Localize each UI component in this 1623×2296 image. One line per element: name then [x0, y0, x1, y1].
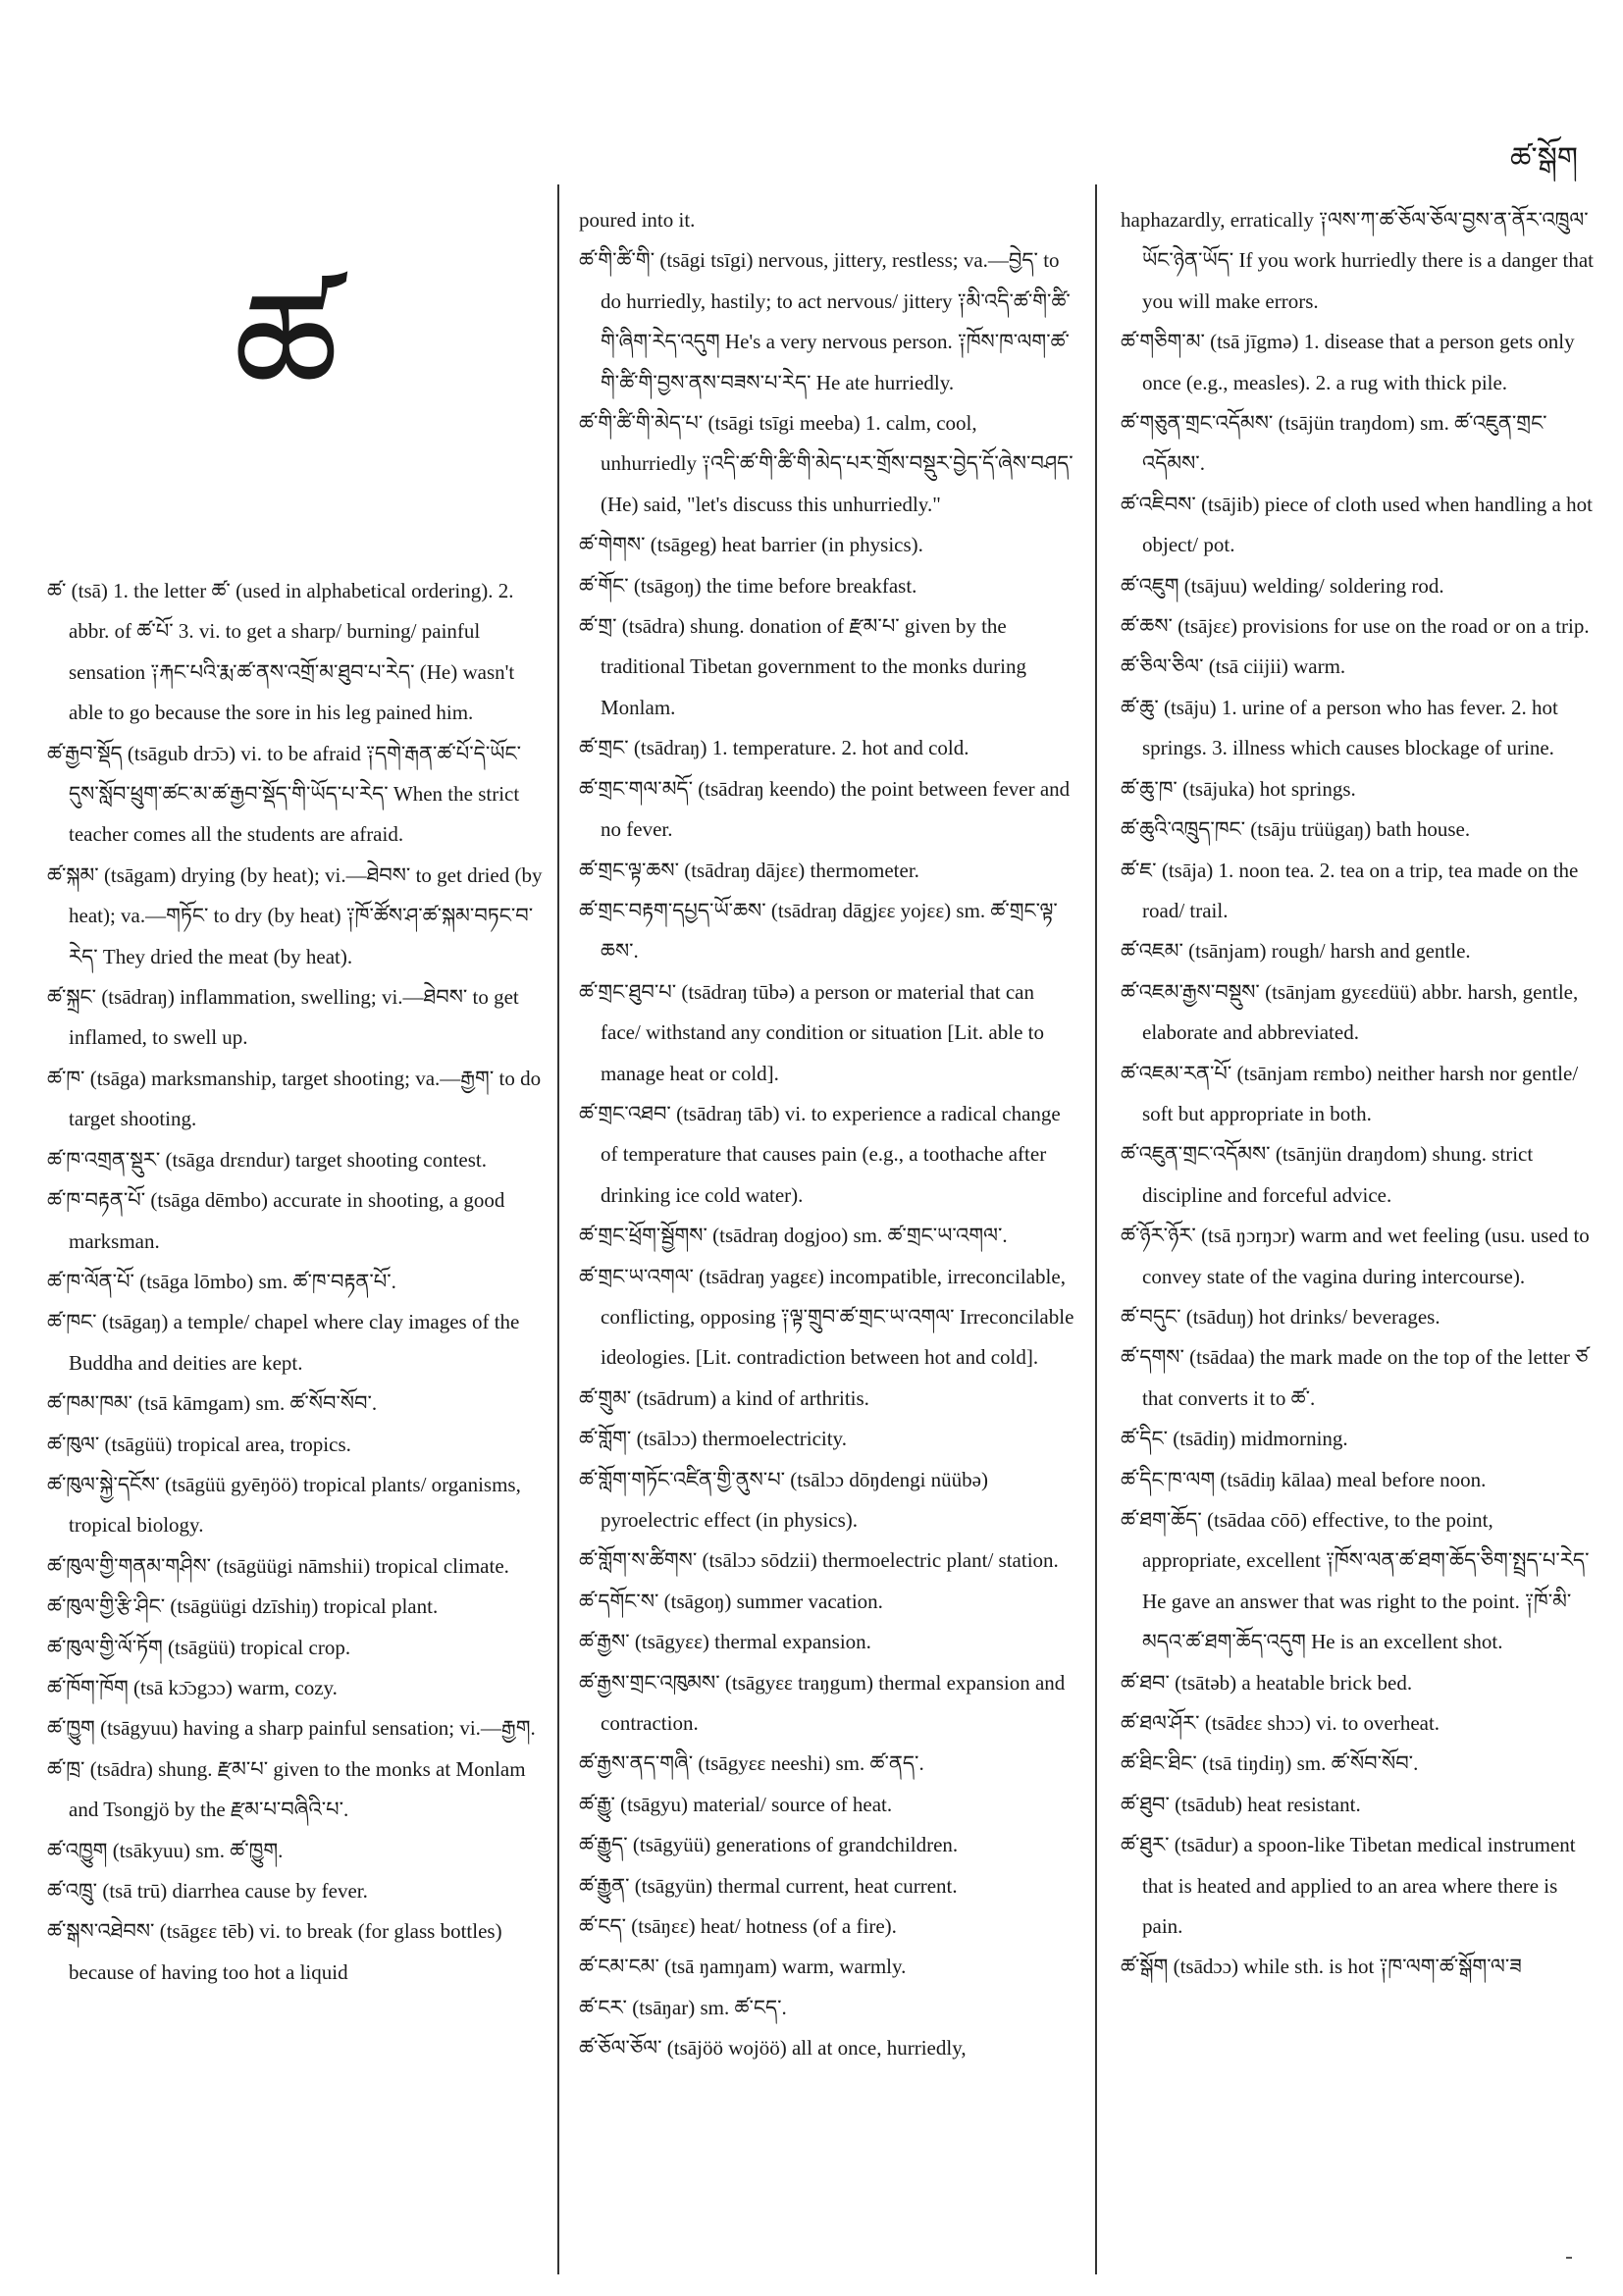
dictionary-entry: ཚ་ཁུལ་གྱི་ལོ་ཏོག (tsāgüü) tropical crop. — [47, 1635, 351, 1659]
dictionary-entry: ཚ་གྲང་གལ་མདོ་ (tsādraŋ keendo) the point between fever and no fever. — [579, 776, 1071, 842]
dictionary-entry: ཚ་ཁ་ (tsāga) marksmanship, target shooting; va.—རྒྱག་ to do target shooting. — [47, 1066, 542, 1131]
dictionary-entry: ཚ་ཐིང་ཐིང་ (tsā tiŋdiŋ) sm. ཚ་སོབ་སོབ་. — [1121, 1751, 1419, 1776]
dictionary-entry: ཚ་ཉོར་ཉོར་ (tsā ŋɔrŋɔr) warm and wet feeling (usu. used to convey state of the vagina during intercourse). — [1121, 1224, 1590, 1288]
dictionary-entry: ཚ་ཐུབ་ (tsādub) heat resistant. — [1121, 1792, 1361, 1816]
dictionary-entry: ཚ་གྲང་ཕྲོག་སྦྱོགས་ (tsādraŋ dogjoo) sm. ཚ་གྲང་ཡ་འགལ་. — [579, 1224, 1008, 1248]
dictionary-entry: ཚ་གྲང་བརྟག་དཔྱད་ཡོ་ཆས་ (tsādraŋ dāgjɛɛ yojɛɛ) sm. ཚ་གྲང་ལྟ་ཆས་. — [579, 898, 1058, 964]
dictionary-entry: ཚ་རྒྱས་ནད་གཞི་ (tsāgyɛɛ neeshi) sm. ཚ་ནད་. — [579, 1751, 924, 1776]
column-1 — [47, 571, 544, 1993]
dictionary-entry: ཚ་འཇམ་རྒྱས་བསྡུས་ (tsānjam gyɛɛdüü) abbr. harsh, gentle, elaborate and abbreviated. — [1121, 979, 1579, 1045]
dictionary-entry: ཚ་ཆུའི་འཁྲུད་ཁང་ (tsāju trüügaŋ) bath house. — [1121, 817, 1471, 842]
dictionary-entry: ཚ་གློག་གཏོང་འཛིན་གྱི་ནུས་པ་ (tsālɔɔ dōŋdengi nüübə) pyroelectric effect (in physics). — [579, 1467, 988, 1532]
column-2 — [579, 200, 1077, 2069]
dictionary-entry: poured into it. — [579, 208, 696, 232]
dictionary-entry: ཚ་གོང་ (tsāgoŋ) the time before breakfast. — [579, 573, 917, 598]
dictionary-entry: ཚ་དིང་ཁ་ལག (tsādiŋ kālaa) meal before noon. — [1121, 1467, 1487, 1491]
column-3 — [1121, 200, 1594, 1988]
dictionary-entry: ཚ་ཁུལ་ (tsāgüü) tropical area, tropics. — [47, 1432, 351, 1456]
dictionary-entry: ཚ་ཆུ་ཁ་ (tsājuka) hot springs. — [1121, 776, 1356, 801]
dictionary-entry: ཚ་ཐག་ཆོད་ (tsādaa cōō) effective, to the point, appropriate, excellent ༑ཁོས་ལན་ཚ་ཐག་ཆོད་ཅིག་སྤྲད་པ་རེད་ He gave an answer that was right to the point. ༑ཁོ་མི་མདའ་ཚ་ཐག་ཆོད་འདུག He is an excellent shot. — [1121, 1508, 1590, 1654]
dictionary-entry: ཚ་ཁྲ་ (tsādra) shung. རྫམ་པ་ given to the monks at Monlam and Tsongjö by the རྫམ་པ་བཞིའི་པ་. — [47, 1756, 526, 1822]
dictionary-entry: ཚ་ཁོག་ཁོག (tsā kɔ̄ɔgɔɔ) warm, cozy. — [47, 1675, 338, 1699]
dictionary-entry: haphazardly, erratically ༑ལས་ཀ་ཚ་ཅོལ་ཅོལ་བྱས་ན་ནོར་འཁྲུལ་ཡོང་ཉེན་ཡོད་ If you work hurriedly there is a danger that you will make errors. — [1121, 208, 1594, 313]
dictionary-entry: ཚ་གྲུམ་ (tsādrum) a kind of arthritis. — [579, 1385, 869, 1410]
dictionary-entry: ཚ་གེགས་ (tsāgeg) heat barrier (in physics). — [579, 533, 923, 557]
dictionary-entry: ཚ་ཁུལ་གྱི་གནམ་གཤིས་ (tsāgüügi nāmshii) tropical climate. — [47, 1553, 509, 1578]
dictionary-entry: ཚ་རྒྱུ་ (tsāgyu) material/ source of heat. — [579, 1792, 893, 1816]
dictionary-entry: ཚ་སྐམ་ (tsāgam) drying (by heat); vi.—ཐེབས་ to get dried (by heat); va.—གཏོང་ to dry (by heat) ༑ཁོ་ཚོས་ཤ་ཚ་སྐམ་བཏང་བ་རེད་ They dried the meat (by heat). — [47, 862, 543, 968]
dictionary-entry: ཚ་གློག་ (tsālɔɔ) thermoelectricity. — [579, 1427, 847, 1451]
dictionary-entry: ཚ་ཁ་འགྲན་སྡུར་ (tsāga drɛndur) target shooting contest. — [47, 1147, 487, 1172]
dictionary-entry: ཚ་གྲང་ཐུབ་པ་ (tsādraŋ tūbə) a person or material that can face/ withstand any condition or situation [Lit. able to manage heat or cold]. — [579, 979, 1044, 1085]
dictionary-entry: ཚ་འཇུག (tsājuu) welding/ soldering rod. — [1121, 573, 1444, 598]
dictionary-entry: ཚ་ངད་ (tsāŋɛɛ) heat/ hotness (of a fire). — [579, 1914, 897, 1939]
dictionary-entry: ཚ་འཇམ་ (tsānjam) rough/ harsh and gentle. — [1121, 939, 1471, 964]
dictionary-entry: ཚ་གློག་ས་ཚིགས་ (tsālɔɔ sōdzii) thermoelectric plant/ station. — [579, 1548, 1059, 1573]
dictionary-entry: ཚ་རྒྱུད་ (tsāgyüü) generations of grandchildren. — [579, 1833, 959, 1857]
column-rule-2 — [1095, 184, 1097, 2274]
dictionary-entry: ཚ་གི་ཚི་གི་ (tsāgi tsīgi) nervous, jittery, restless; va.—བྱེད་ to do hurriedly, hastily; to act nervous/ jittery ༑མི་འདི་ཚ་གི་ཚི་གི་ཞིག་རེད་འདུག He's a very nervous person. ༑ཁོས་ཁ་ལག་ཚ་གི་ཚི་གི་བྱས་ནས་བཟས་པ་རེད་ He ate hurriedly. — [579, 248, 1071, 394]
dictionary-entry: ཚ་འཇམ་རན་པོ་ (tsānjam rɛmbo) neither harsh nor gentle/ soft but appropriate in both. — [1121, 1061, 1579, 1125]
dictionary-entry: ཚ་ཆས་ (tsājɛɛ) provisions for use on the road or on a trip. — [1121, 614, 1590, 639]
dictionary-entry: ཚ་ངམ་ངམ་ (tsā ŋamŋam) warm, warmly. — [579, 1955, 907, 1979]
dictionary-entry: ཚ་ཐུར་ (tsādur) a spoon-like Tibetan medical instrument that is heated and applied to an area where there is pain. — [1121, 1833, 1576, 1939]
dictionary-entry: ཚ་ཅིལ་ཅིལ་ (tsā ciijii) warm. — [1121, 654, 1346, 679]
dictionary-entry: ཚ་གྲང་ལྟ་ཆས་ (tsādraŋ dājɛɛ) thermometer. — [579, 858, 919, 882]
dictionary-entry: ཚ་དགོང་ས་ (tsāgoŋ) summer vacation. — [579, 1589, 883, 1613]
dictionary-entry: ཚ་ངར་ (tsāŋar) sm. ཚ་ངད་. — [579, 1995, 787, 2019]
dictionary-entry: ཚ་གྲང་འཐབ་ (tsādraŋ tāb) vi. to experience a radical change of temperature that causes pain (e.g., a toothache after drinking ice cold water). — [579, 1101, 1061, 1207]
dictionary-entry: ཚ་གྲང་ (tsādraŋ) 1. temperature. 2. hot and cold. — [579, 736, 969, 760]
dictionary-entry: ཚ་ཐལ་ཤོར་ (tsādɛɛ shɔɔ) vi. to overheat. — [1121, 1711, 1440, 1736]
dictionary-entry: ཚ་ཁྱུག (tsāgyuu) having a sharp painful sensation; vi.—རྒྱག. — [47, 1716, 536, 1741]
column-rule-1 — [557, 184, 559, 2274]
dictionary-entry: ཚ་འཁྲུ་ (tsā trū) diarrhea cause by fever. — [47, 1879, 368, 1903]
dictionary-entry: ཚ་ཁང་ (tsāgaŋ) a temple/ chapel where clay images of the Buddha and deities are kept. — [47, 1310, 520, 1375]
dictionary-entry: ཚ་གྲ་ (tsādra) shung. donation of རྫམ་པ་ given by the traditional Tibetan government to the monks during Monlam. — [579, 614, 1026, 719]
dictionary-entry: ཚ་བདུང་ (tsāduŋ) hot drinks/ beverages. — [1121, 1304, 1440, 1329]
dictionary-entry: ཚ་འཁྱུག (tsākyuu) sm. ཚ་ཁྱུག. — [47, 1838, 284, 1862]
dictionary-entry: ཚ་འཇིབས་ (tsājib) piece of cloth used when handling a hot object/ pot. — [1121, 492, 1593, 557]
section-letter: ཚ — [234, 261, 339, 432]
dictionary-entry: ཚ་རྒྱུན་ (tsāgyün) thermal current, heat current. — [579, 1873, 958, 1898]
dictionary-entry: ཚ་ཅོལ་ཅོལ་ (tsājöö wojöö) all at once, hurriedly, — [579, 2036, 967, 2061]
dictionary-entry: ཚ་རྒྱས་ (tsāgyɛɛ) thermal expansion. — [579, 1630, 871, 1654]
dictionary-entry: ཚ་ཁ་ལོན་པོ་ (tsāga lōmbo) sm. ཚ་ཁ་བརྟན་པོ་. — [47, 1269, 396, 1293]
dictionary-entry: ཚ་གཅུན་གྲང་འདོམས་ (tsājün traŋdom) sm. ཚ་འཇུན་གྲང་འདོམས་. — [1121, 411, 1547, 476]
dictionary-entry: ཚ་ཐབ་ (tsātəb) a heatable brick bed. — [1121, 1670, 1413, 1695]
dictionary-entry: ཚ་ཁུལ་གྱི་རྩི་ཤིང་ (tsāgüügi dzīshiŋ) tropical plant. — [47, 1594, 439, 1619]
dictionary-entry: ཚ་རྒྱབ་སྡོད (tsāgub drɔ̄ɔ) vi. to be afraid ༑དགེ་རྒན་ཚ་པོ་དེ་ཡོང་དུས་སློབ་ཕྲུག་ཚང་མ་ཚ་རྒྱབ་སྡོད་གི་ཡོད་པ་རེད་ When the strict teacher comes all the students are afraid. — [47, 741, 521, 847]
scan-mark — [1566, 2257, 1572, 2259]
dictionary-entry: ཚ་སྐྲང་ (tsādraŋ) inflammation, swelling; vi.—ཐེབས་ to get inflamed, to swell up. — [47, 985, 519, 1050]
dictionary-entry: ཚ་རྒྱས་གྲང་འཁུམས་ (tsāgyɛɛ traŋgum) thermal expansion and contraction. — [579, 1670, 1066, 1736]
dictionary-entry: ཚ་ཇ་ (tsāja) 1. noon tea. 2. tea on a trip, tea made on the road/ trail. — [1121, 858, 1579, 922]
dictionary-entry: ཚ་ཁ་བརྟན་པོ་ (tsāga dēmbo) accurate in shooting, a good marksman. — [47, 1188, 505, 1253]
dictionary-entry: ཚ་དིང་ (tsādiŋ) midmorning. — [1121, 1427, 1348, 1451]
dictionary-entry: ཚ་ (tsā) 1. the letter ཚ་ (used in alphabetical ordering). 2. abbr. of ཚ་པོ་ 3. vi. to get a sharp/ burning/ painful sensation ༑རྐང་པའི་རྨ་ཚ་ནས་འགྲོ་མ་ཐུབ་པ་རེད་ (He) wasn't able to go because the sore in his leg pained him. — [47, 579, 515, 725]
dictionary-entry: ཚ་སྒས་འཐེབས་ (tsāgɛɛ tēb) vi. to break (for glass bottles) because of having too hot a liquid — [47, 1919, 502, 1984]
dictionary-entry: ཚ་ཆུ་ (tsāju) 1. urine of a person who has fever. 2. hot springs. 3. illness which causes blockage of urine. — [1121, 695, 1558, 760]
dictionary-entry: ཚ་འཇུན་གྲང་འདོམས་ (tsānjün draŋdom) shung. strict discipline and forceful advice. — [1121, 1142, 1534, 1207]
running-head: ཚ་སྒོག — [1509, 141, 1578, 176]
dictionary-entry: ཚ་གྲང་ཡ་འགལ་ (tsādraŋ yagɛɛ) incompatible, irreconcilable, conflicting, opposing ༑ལྟ་གྲུབ་ཚ་གྲང་ཡ་འགལ་ Irreconcilable ideologies. [Lit. contradiction between hot and cold]. — [579, 1264, 1074, 1370]
dictionary-entry: ཚ་གི་ཚི་གི་མེད་པ་ (tsāgi tsīgi meeba) 1. calm, cool, unhurriedly ༑འདི་ཚ་གི་ཚི་གི་མེད་པར་གྲོས་བསྡུར་བྱེད་དོ་ཞེས་བཤད་ (He) said, "let's discuss this unhurriedly." — [579, 411, 1073, 516]
dictionary-entry: ཚ་དགས་ (tsādaa) the mark made on the top of the letter ཙ that converts it to ཚ་. — [1121, 1345, 1589, 1410]
dictionary-entry: ཚ་སྒོག (tsādɔɔ) while sth. is hot ༑ཁ་ལག་ཚ་སྒོག་ལ་ཟ — [1121, 1955, 1522, 1979]
dictionary-entry: ཚ་ཁམ་ཁམ་ (tsā kāmgam) sm. ཚ་སོབ་སོབ་. — [47, 1391, 378, 1416]
dictionary-entry: ཚ་གཅིག་མ་ (tsā jīgmə) 1. disease that a person gets only once (e.g., measles). 2. a rug with thick pile. — [1121, 330, 1575, 394]
dictionary-entry: ཚ་ཁུལ་སྐྱེ་དངོས་ (tsāgüü gyēŋöö) tropical plants/ organisms, tropical biology. — [47, 1472, 521, 1538]
